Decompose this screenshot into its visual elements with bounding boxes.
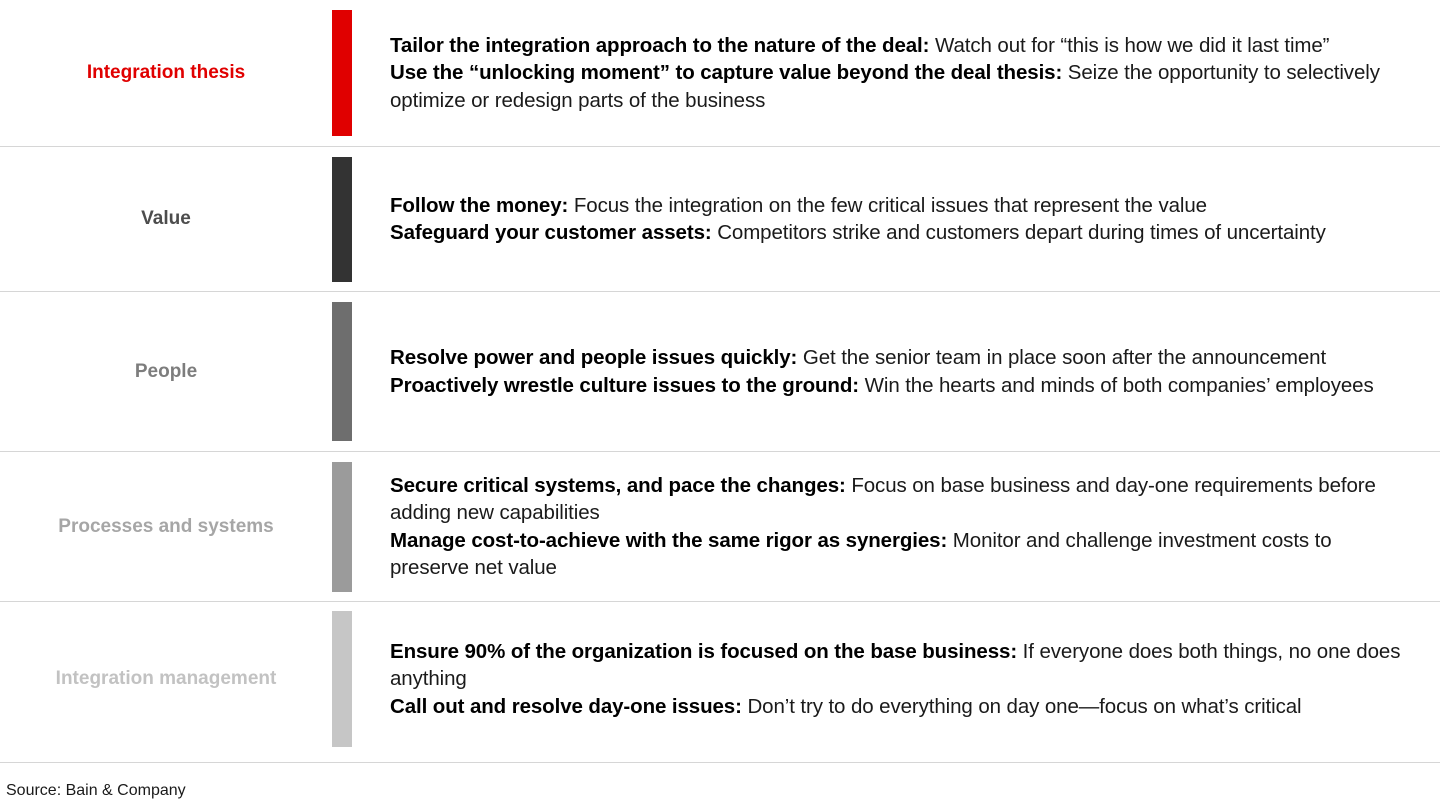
bullet-point xyxy=(390,59,1410,114)
row-label-integration-management xyxy=(0,602,332,756)
bullet-lead: Secure critical systems, and pace the changes: xyxy=(390,474,846,497)
row-label-value xyxy=(0,147,332,291)
bullet-lead: Use the “unlocking moment” to capture value beyond the deal thesis: xyxy=(390,61,1063,85)
bullet-rest: Competitors strike and customers depart during times of uncertainty xyxy=(711,221,1326,244)
row-content xyxy=(378,147,1440,291)
row-label-text: Value xyxy=(141,208,191,229)
bullet-lead: Call out and resolve day-one issues: xyxy=(390,694,742,718)
table-row xyxy=(0,601,1440,756)
bullet-rest: Focus on base business and day-one requirements before adding new capabilities xyxy=(390,474,1376,525)
bullet-lead: Resolve power and people issues quickly: xyxy=(390,346,798,370)
row-content xyxy=(378,0,1440,146)
bullet-lead: Manage cost-to-achieve with the same rigor as synergies: xyxy=(390,528,948,552)
row-bar-cell xyxy=(332,602,378,756)
bullet-rest: Win the hearts and minds of both companies’ employees xyxy=(859,373,1374,397)
table-row xyxy=(0,451,1440,601)
bullet-point xyxy=(390,638,1410,693)
row-label-people xyxy=(0,292,332,451)
source-note: Source: Bain & Company xyxy=(6,782,186,799)
row-color-bar xyxy=(332,611,352,747)
bullet-point xyxy=(390,472,1410,527)
row-content xyxy=(378,292,1440,451)
row-label-integration-thesis xyxy=(0,0,332,146)
bullet-point xyxy=(390,192,1410,219)
row-content xyxy=(378,602,1440,756)
bullet-lead: Ensure 90% of the organization is focused on the base business: xyxy=(390,640,1018,664)
bullet-point xyxy=(390,372,1410,399)
row-color-bar xyxy=(332,302,352,441)
bullet-rest: Watch out for “this is how we did it last time” xyxy=(929,34,1330,58)
bullet-lead: Safeguard your customer assets: xyxy=(390,221,712,244)
bullet-lead: Tailor the integration approach to the nature of the deal: xyxy=(390,34,930,58)
row-label-text: Integration management xyxy=(55,668,277,689)
row-label-text: Integration thesis xyxy=(86,62,246,83)
bullet-rest: Focus the integration on the few critical issues that represent the value xyxy=(568,193,1207,217)
row-bar-cell xyxy=(332,147,378,291)
row-color-bar xyxy=(332,10,352,136)
table-row xyxy=(0,0,1440,146)
bottom-divider xyxy=(0,762,1440,763)
bullet-lead: Follow the money: xyxy=(390,193,569,217)
bullet-rest: Get the senior team in place soon after the announcement xyxy=(797,346,1327,370)
bullet-rest: Monitor and challenge investment costs to preserve net value xyxy=(390,528,1332,579)
bullet-point xyxy=(390,344,1410,371)
row-label-text: Processes and systems xyxy=(58,515,274,537)
table-row xyxy=(0,291,1440,451)
row-label-processes-and-systems xyxy=(0,452,332,601)
bullet-point xyxy=(390,32,1410,59)
row-bar-cell xyxy=(332,292,378,451)
row-color-bar xyxy=(332,462,352,592)
bullet-rest: Don’t try to do everything on day one—focus on what’s critical xyxy=(741,694,1302,718)
bullet-point xyxy=(390,219,1410,246)
row-bar-cell xyxy=(332,0,378,146)
row-color-bar xyxy=(332,157,352,282)
bullet-point xyxy=(390,693,1410,720)
bullet-lead: Proactively wrestle culture issues to the ground: xyxy=(390,373,860,397)
bullet-rest: Seize the opportunity to selectively optimize or redesign parts of the business xyxy=(390,61,1380,112)
bullet-point xyxy=(390,527,1410,582)
bullet-rest: If everyone does both things, no one does anything xyxy=(390,640,1401,691)
table-row xyxy=(0,146,1440,291)
row-label-text: People xyxy=(134,360,198,382)
row-content xyxy=(378,452,1440,601)
row-bar-cell xyxy=(332,452,378,601)
